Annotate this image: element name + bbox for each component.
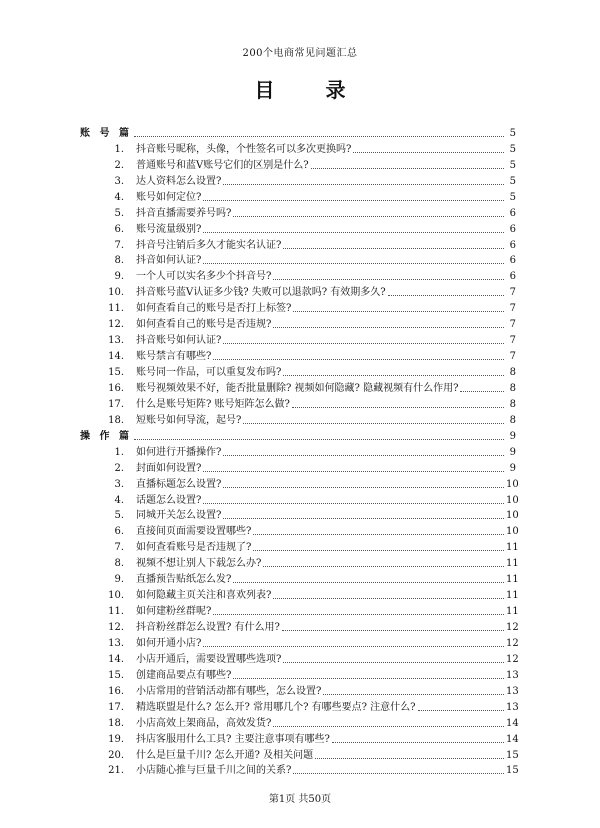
- toc-entry-number: 1.: [114, 143, 124, 155]
- toc-entry-number: 14.: [108, 653, 124, 665]
- toc-entry-number: 10.: [108, 287, 124, 299]
- toc-entry-number: 15.: [108, 669, 124, 681]
- dot-leader: [253, 534, 504, 535]
- toc-entry[interactable]: [80, 316, 516, 332]
- toc-entry-title: 精选联盟是什么? 怎么开? 常用哪几个? 有哪些要点? 注意什么?: [136, 701, 416, 713]
- dot-leader: [388, 295, 504, 296]
- toc-entry[interactable]: [80, 221, 516, 237]
- dot-leader: [460, 391, 504, 392]
- toc-entry-title: 视频不想让别人下载怎么办?: [136, 558, 262, 570]
- dot-leader: [253, 550, 504, 551]
- dot-leader: [332, 742, 504, 743]
- dot-leader: [203, 646, 504, 647]
- toc-entry[interactable]: [80, 237, 516, 253]
- toc-entry[interactable]: [80, 141, 516, 157]
- toc-entry-number: 12.: [108, 622, 124, 633]
- toc-page-number: 5: [509, 191, 516, 203]
- dot-leader: [273, 598, 504, 599]
- toc-entry[interactable]: [80, 508, 519, 524]
- toc-entry-number: 20.: [108, 749, 124, 761]
- toc-entry-title: 什么是巨量千川? 怎么开通? 及相关问题: [136, 749, 314, 761]
- toc-entry-number: 2.: [114, 159, 124, 171]
- toc-entry[interactable]: [80, 380, 516, 396]
- toc-entry-title: 普通账号和蓝V账号它们的区别是什么?: [136, 159, 309, 171]
- toc-entry-title: 如何进行开播操作?: [136, 446, 222, 458]
- toc-entry-number: 11.: [108, 303, 124, 315]
- toc-entry-title: 抖店客服用什么工具? 主要注意事项有哪些?: [136, 733, 330, 745]
- toc-entry-title: 如何建粉丝群呢?: [136, 606, 212, 618]
- toc-entry-number: 5.: [114, 510, 124, 522]
- toc-entry[interactable]: [80, 651, 519, 667]
- toc-page-number: 10: [506, 526, 519, 538]
- toc-entry[interactable]: [80, 635, 519, 651]
- toc-entry[interactable]: [80, 747, 519, 763]
- toc-page-number: 7: [509, 335, 516, 347]
- toc-entry[interactable]: [80, 300, 516, 316]
- toc-entry-number: 11.: [108, 606, 124, 618]
- toc-page-number: 10: [506, 510, 519, 522]
- toc-entry[interactable]: [80, 731, 519, 747]
- toc-entry[interactable]: [80, 284, 516, 300]
- dot-leader: [293, 773, 504, 774]
- toc-entry-title: 什么是账号矩阵? 账号矩阵怎么做?: [136, 398, 290, 410]
- page-title: 目 录: [254, 78, 368, 102]
- toc-entry-title: 小店常用的营销活动都有哪些，怎么设置?: [136, 685, 322, 697]
- toc-entry-title: 账号如何定位?: [136, 191, 202, 203]
- toc-page-number: 6: [509, 207, 516, 219]
- toc-entry-title: 如何开通小店?: [136, 637, 202, 649]
- toc-entry-title: 直接间页面需要设置哪些?: [136, 526, 252, 538]
- toc-page-number: 11: [506, 590, 519, 602]
- toc-page-number: 12: [506, 637, 519, 649]
- toc-entry-title: 小店高效上架商品，高效发货?: [136, 717, 272, 729]
- toc-page-number: 14: [506, 733, 519, 745]
- toc-entry[interactable]: [80, 763, 519, 779]
- toc-entry-number: 13.: [108, 637, 124, 649]
- dot-leader: [203, 200, 504, 201]
- toc-entry[interactable]: [80, 555, 519, 571]
- toc-entry-title: 如何查看自己的账号是否打上标签?: [136, 303, 292, 315]
- toc-entry-title: 短账号如何导流，起号?: [136, 414, 242, 426]
- dot-leader: [223, 487, 504, 488]
- toc-entry-number: 7.: [114, 239, 124, 251]
- toc-page-number: 8: [509, 398, 516, 410]
- dot-leader: [283, 662, 504, 663]
- toc-page-number: 8: [509, 367, 516, 378]
- dot-leader: [311, 168, 504, 169]
- toc-entry-title: 直播预告贴纸怎么发?: [136, 574, 232, 586]
- toc-entry-title: 如何隐藏主页关注和喜欢列表?: [136, 590, 272, 602]
- dot-leader: [353, 152, 504, 153]
- dot-leader: [315, 758, 504, 759]
- toc-entry-number: 17.: [108, 398, 124, 410]
- toc-page-number: 11: [506, 558, 519, 570]
- toc-entry-number: 3.: [114, 478, 124, 490]
- toc-entry-title: 小店随心推与巨量千川之间的关系?: [136, 765, 292, 777]
- toc-entry-title: 同城开关怎么设置?: [136, 510, 222, 522]
- dot-leader: [243, 423, 504, 424]
- toc-page-number: 5: [509, 127, 516, 139]
- toc-entry-number: 6.: [114, 526, 124, 538]
- toc-entry[interactable]: [80, 603, 519, 619]
- toc-page-number: 7: [509, 319, 516, 331]
- toc-entry[interactable]: [80, 492, 519, 508]
- toc-page-number: 6: [509, 223, 516, 235]
- dot-leader: [223, 343, 504, 344]
- toc-entry[interactable]: [80, 571, 519, 587]
- toc-entry-number: 8.: [114, 558, 124, 570]
- toc-entry[interactable]: [80, 173, 516, 189]
- toc-entry-number: 7.: [114, 542, 124, 554]
- dot-leader: [273, 279, 504, 280]
- toc-entry[interactable]: [80, 348, 516, 364]
- dot-leader: [233, 582, 504, 583]
- toc-entry[interactable]: [80, 683, 519, 699]
- table-of-contents: [80, 125, 519, 778]
- toc-entry[interactable]: [80, 619, 519, 635]
- toc-entry-number: 4.: [114, 191, 124, 203]
- toc-entry-title: 抖音账号如何认证?: [136, 335, 222, 347]
- toc-entry-title: 账号禁言有哪些?: [136, 351, 212, 363]
- dot-leader: [292, 407, 504, 408]
- toc-entry-number: 14.: [108, 351, 124, 363]
- toc-entry-number: 4.: [114, 494, 124, 506]
- toc-page-number: 6: [509, 271, 516, 283]
- toc-entry-number: 1.: [114, 446, 124, 458]
- dot-leader: [283, 248, 504, 249]
- toc-entry-title: 抖音账号蓝V认证多少钱? 失败可以退款吗? 有效期多久?: [136, 287, 386, 299]
- toc-entry[interactable]: [80, 523, 519, 539]
- toc-entry-number: 5.: [114, 207, 124, 219]
- dot-leader: [283, 375, 504, 376]
- toc-entry-number: 12.: [108, 319, 124, 331]
- toc-entry-number: 10.: [108, 590, 124, 602]
- dot-leader: [203, 263, 504, 264]
- toc-page-number: 14: [506, 717, 519, 729]
- toc-page-number: 8: [509, 382, 516, 394]
- toc-page-number: 13: [506, 669, 519, 681]
- toc-entry-number: 18.: [108, 414, 124, 426]
- toc-entry[interactable]: [80, 157, 516, 173]
- toc-entry-title: 如何查看自己的账号是否违规?: [136, 319, 272, 331]
- toc-page-number: 5: [509, 143, 516, 155]
- dot-leader: [134, 136, 504, 137]
- toc-entry-number: 18.: [108, 717, 124, 729]
- document-header: 200个电商常见问题汇总: [242, 48, 358, 59]
- dot-leader: [213, 614, 504, 615]
- toc-page-number: 8: [509, 414, 516, 426]
- toc-page-number: 13: [506, 701, 519, 713]
- toc-entry-number: 19.: [108, 733, 124, 745]
- toc-section[interactable]: [80, 428, 516, 444]
- toc-entry-number: 9.: [114, 574, 124, 586]
- toc-entry[interactable]: [80, 364, 516, 380]
- toc-entry-number: 17.: [108, 701, 124, 713]
- toc-entry[interactable]: [80, 699, 519, 715]
- dot-leader: [134, 439, 504, 440]
- toc-entry-title: 抖音直播需要养号吗?: [136, 207, 232, 219]
- toc-entry[interactable]: [80, 587, 519, 603]
- toc-section-title: 账 号 篇: [80, 127, 132, 139]
- toc-page-number: 5: [509, 159, 516, 171]
- toc-entry-title: 抖音粉丝群怎么设置? 有什么用?: [136, 622, 280, 633]
- page-footer: 第1页 共50页: [268, 794, 332, 805]
- toc-entry[interactable]: [80, 412, 516, 428]
- dot-leader: [223, 184, 504, 185]
- dot-leader: [203, 503, 504, 504]
- toc-page-number: 11: [506, 606, 519, 618]
- dot-leader: [293, 311, 504, 312]
- toc-page-number: 12: [506, 622, 519, 633]
- toc-entry[interactable]: [80, 539, 519, 555]
- toc-entry-number: 16.: [108, 685, 124, 697]
- toc-entry-number: 3.: [114, 175, 124, 187]
- toc-entry-title: 如何查看账号是否违规了?: [136, 542, 252, 554]
- toc-entry[interactable]: [80, 476, 519, 492]
- toc-page-number: 11: [506, 574, 519, 586]
- toc-page-number: 6: [509, 255, 516, 267]
- toc-page-number: 15: [506, 749, 519, 761]
- toc-page-number: 9: [509, 462, 516, 474]
- dot-leader: [273, 327, 504, 328]
- toc-entry-title: 达人资料怎么设置?: [136, 175, 222, 187]
- dot-leader: [223, 518, 504, 519]
- toc-page-number: 10: [506, 494, 519, 506]
- toc-entry-title: 创建商品要点有哪些?: [136, 669, 232, 681]
- toc-entry-number: 6.: [114, 223, 124, 235]
- toc-entry-title: 抖音如何认证?: [136, 255, 202, 267]
- dot-leader: [223, 455, 504, 456]
- toc-entry-title: 一个人可以实名多少个抖音号?: [136, 271, 272, 283]
- toc-entry[interactable]: [80, 253, 516, 269]
- toc-section-title: 操 作 篇: [80, 430, 132, 442]
- toc-entry-title: 账号视频效果不好，能否批量删除? 视频如何隐藏? 隐藏视频有什么作用?: [136, 382, 459, 394]
- toc-entry-title: 账号同一作品，可以重复发布吗?: [136, 367, 282, 378]
- toc-section[interactable]: [80, 125, 516, 141]
- toc-entry[interactable]: [80, 332, 516, 348]
- dot-leader: [263, 566, 504, 567]
- toc-entry[interactable]: [80, 205, 516, 221]
- toc-page-number: 13: [506, 685, 519, 697]
- toc-entry-title: 账号流量级别?: [136, 223, 202, 235]
- toc-entry-number: 15.: [108, 367, 124, 378]
- toc-entry-title: 话题怎么设置?: [136, 494, 202, 506]
- toc-page-number: 9: [509, 446, 516, 458]
- toc-page-number: 9: [509, 430, 516, 442]
- toc-entry[interactable]: [80, 268, 516, 284]
- toc-page-number: 7: [509, 351, 516, 363]
- toc-page-number: 7: [509, 303, 516, 315]
- toc-entry-title: 封面如何设置?: [136, 462, 202, 474]
- toc-entry[interactable]: [80, 667, 519, 683]
- toc-entry-title: 抖音号注销后多久才能实名认证?: [136, 239, 282, 251]
- toc-page-number: 6: [509, 239, 516, 251]
- toc-entry-number: 2.: [114, 462, 124, 474]
- dot-leader: [233, 678, 504, 679]
- toc-entry-number: 13.: [108, 335, 124, 347]
- toc-page-number: 12: [506, 653, 519, 665]
- toc-entry[interactable]: [80, 189, 516, 205]
- dot-leader: [213, 359, 504, 360]
- toc-entry[interactable]: [80, 444, 516, 460]
- toc-page-number: 11: [506, 542, 519, 554]
- toc-entry-number: 21.: [108, 765, 124, 777]
- dot-leader: [418, 710, 504, 711]
- toc-page-number: 5: [509, 175, 516, 187]
- toc-entry-title: 抖音账号昵称，头像，个性签名可以多次更换吗?: [136, 143, 352, 155]
- dot-leader: [323, 694, 504, 695]
- dot-leader: [203, 471, 504, 472]
- toc-page-number: 15: [506, 765, 519, 777]
- toc-entry-title: 直播标题怎么设置?: [136, 478, 222, 490]
- toc-page-number: 10: [506, 478, 519, 490]
- toc-entry-number: 9.: [114, 271, 124, 283]
- toc-entry-number: 16.: [108, 382, 124, 394]
- dot-leader: [273, 726, 504, 727]
- toc-entry[interactable]: [80, 715, 519, 731]
- toc-entry-number: 8.: [114, 255, 124, 267]
- toc-page-number: 7: [509, 287, 516, 299]
- toc-entry-title: 小店开通后，需要设置哪些选项?: [136, 653, 282, 665]
- dot-leader: [282, 630, 504, 631]
- dot-leader: [203, 232, 504, 233]
- dot-leader: [233, 216, 504, 217]
- toc-entry[interactable]: [80, 396, 516, 412]
- toc-entry[interactable]: [80, 460, 516, 476]
